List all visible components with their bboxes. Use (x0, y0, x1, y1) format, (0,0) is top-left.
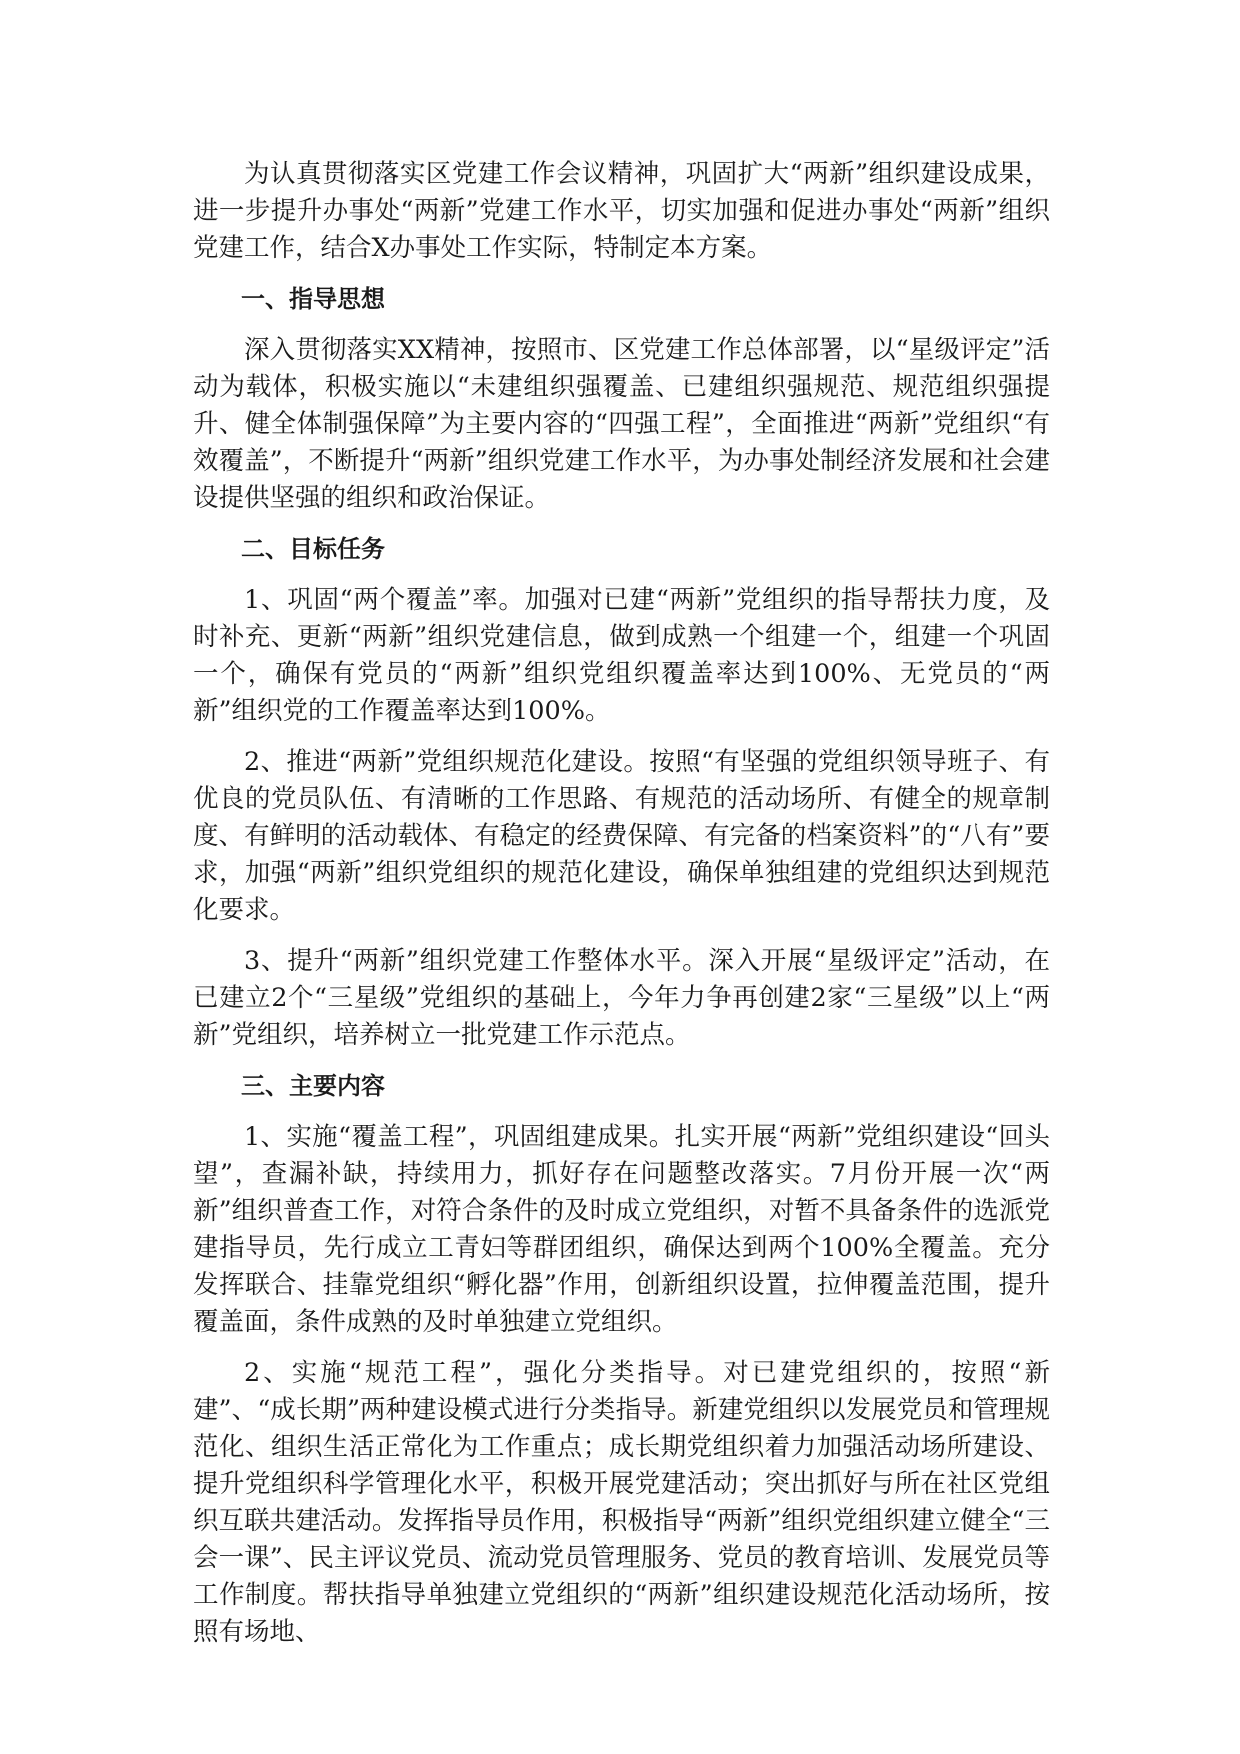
document-page (193, 156, 1050, 1665)
goal-item-1: 1、巩固“两个覆盖”率。加强对已建“两新”党组织的指导帮扶力度，及时补充、更新“两新”组织党建信息，做到成熟一个组建一个，组建一个巩固一个，确保有党员的“两新”组织党组织覆盖率达到100%、无党员的“两新”组织党的工作覆盖率达到100%。 (193, 585, 1050, 726)
guiding-ideology-paragraph: 深入贯彻落实XX精神，按照市、区党建工作总体部署，以“星级评定”活动为载体，积极实施以“未建组织强覆盖、已建组织强规范、规范组织强提升、健全体制强保障”为主要内容的“四强工程”，全面推进“两新”党组织“有效覆盖”，不断提升“两新”组织党建工作水平，为办事处制经济发展和社会建设提供坚强的组织和政治保证。 (193, 335, 1050, 513)
goal-item-2: 2、推进“两新”党组织规范化建设。按照“有坚强的党组织领导班子、有优良的党员队伍、有清晰的工作思路、有规范的活动场所、有健全的规章制度、有鲜明的活动载体、有稳定的经费保障、有完备的档案资料”的“八有”要求，加强“两新”组织党组织的规范化建设，确保单独组建的党组织达到规范化要求。 (193, 747, 1050, 925)
section-heading-main-content: 三、主要内容 (241, 1072, 385, 1100)
section-heading-guiding-ideology: 一、指导思想 (241, 285, 385, 313)
content-item-2: 2、实施“规范工程”，强化分类指导。对已建党组织的，按照“新建”、“成长期”两种建设模式进行分类指导。新建党组织以发展党员和管理规范化、组织生活正常化为工作重点；成长期党组织着力加强活动场所建设、提升党组织科学管理化水平，积极开展党建活动；突出抓好与所在社区党组织互联共建活动。发挥指导员作用，积极指导“两新”组织党组织建立健全“三会一课”、民主评议党员、流动党员管理服务、党员的教育培训、发展党员等工作制度。帮扶指导单独建立党组织的“两新”组织建设规范化活动场所，按照有场地、 (193, 1358, 1050, 1647)
section-heading-goals: 二、目标任务 (241, 535, 385, 563)
content-item-1: 1、实施“覆盖工程”，巩固组建成果。扎实开展“两新”党组织建设“回头望”，查漏补缺，持续用力，抓好存在问题整改落实。7月份开展一次“两新”组织普查工作，对符合条件的及时成立党组织，对暂不具备条件的选派党建指导员，先行成立工青妇等群团组织，确保达到两个100%全覆盖。充分发挥联合、挂靠党组织“孵化器”作用，创新组织设置，拉伸覆盖范围，提升覆盖面，条件成熟的及时单独建立党组织。 (193, 1122, 1050, 1337)
goal-item-3: 3、提升“两新”组织党建工作整体水平。深入开展“星级评定”活动，在已建立2个“三星级”党组织的基础上，今年力争再创建2家“三星级”以上“两新”党组织，培养树立一批党建工作示范点。 (193, 946, 1050, 1050)
intro-paragraph: 为认真贯彻落实区党建工作会议精神，巩固扩大“两新”组织建设成果，进一步提升办事处“两新”党建工作水平，切实加强和促进办事处“两新”组织党建工作，结合X办事处工作实际，特制定本方案。 (193, 159, 1050, 263)
